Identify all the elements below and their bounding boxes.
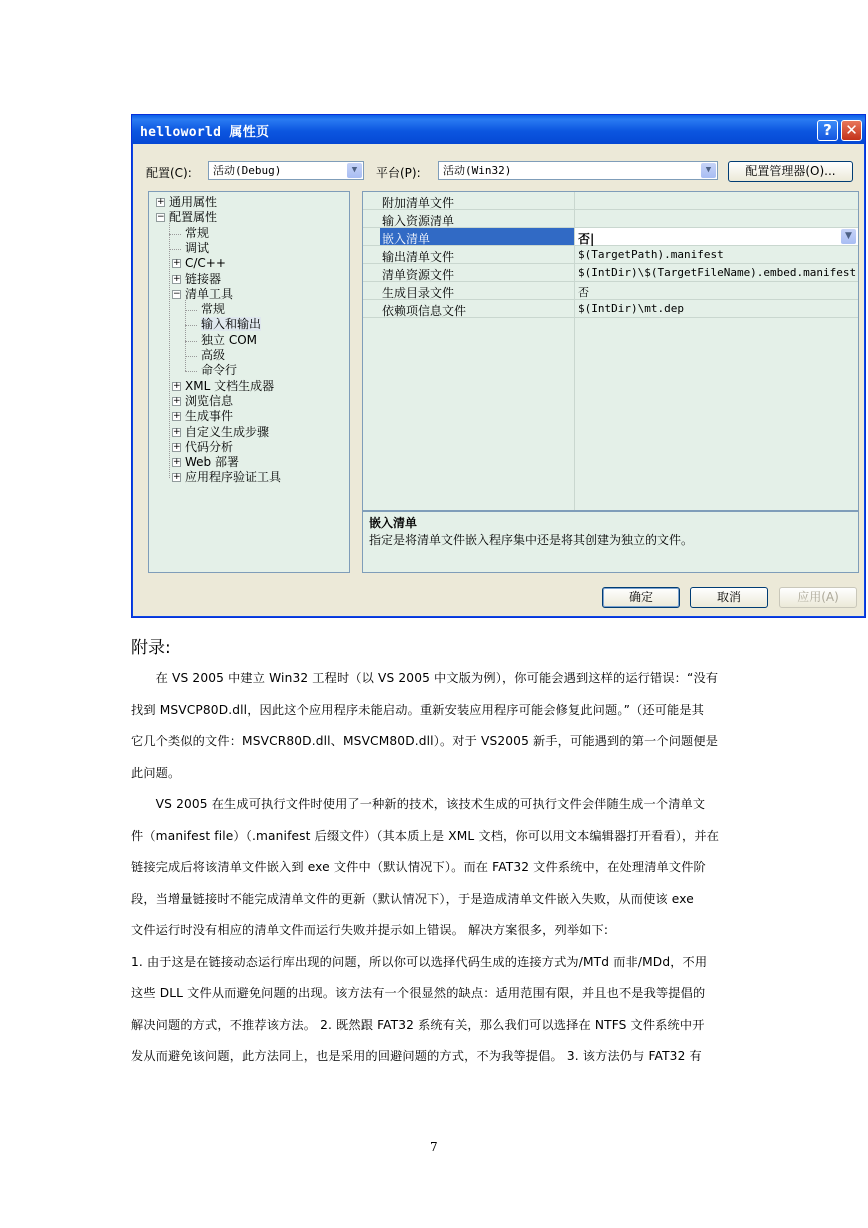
tree-item[interactable] [185, 226, 209, 241]
ok-button[interactable]: 确定 [602, 587, 680, 608]
chevron-down-icon[interactable]: ▼ [347, 163, 362, 178]
description-pane [362, 511, 859, 573]
expand-icon[interactable]: + [173, 258, 181, 269]
title-bar[interactable] [132, 115, 865, 144]
description-text: 指定是将清单文件嵌入程序集中还是将其创建为独立的文件。 [369, 533, 694, 547]
tree-connector [185, 300, 186, 372]
category-tree[interactable] [148, 191, 350, 573]
tree-item-label: XML 文档生成器 [185, 378, 275, 393]
property-name: 附加清单文件 [382, 196, 455, 210]
tree-item-label: 常规 [201, 302, 226, 317]
property-grid[interactable] [362, 191, 859, 511]
tree-item-label: 自定义生成步骤 [185, 424, 270, 439]
tree-item[interactable] [185, 272, 221, 287]
tree-item-label: 链接器 [185, 271, 222, 286]
config-label: 配置(C): [146, 166, 192, 180]
page-number: 7 [430, 1140, 438, 1154]
tree-item-label: 清单工具 [185, 286, 234, 301]
platform-label: 平台(P): [376, 166, 421, 180]
property-name: 清单资源文件 [382, 268, 455, 282]
tree-item[interactable] [169, 195, 217, 210]
tree-item[interactable] [201, 302, 225, 317]
property-name: 生成目录文件 [382, 286, 455, 300]
text-line: 在 VS 2005 中建立 Win32 工程时（以 VS 2005 中文版为例），你可能会遇到这样的运行错误：“没有 [131, 671, 719, 685]
help-button[interactable]: ? [817, 120, 838, 141]
config-select[interactable] [208, 161, 364, 180]
property-value: $(IntDir)\mt.dep [578, 302, 684, 315]
platform-select[interactable] [438, 161, 718, 180]
property-value: $(IntDir)\$(TargetFileName).embed.manifest [578, 266, 857, 279]
tree-item[interactable] [185, 241, 209, 256]
tree-connector [185, 310, 197, 311]
tree-item-label: 高级 [201, 348, 226, 362]
expand-icon[interactable]: + [173, 380, 181, 391]
tree-item-label: 应用程序验证工具 [185, 470, 282, 485]
expand-icon[interactable]: + [173, 395, 181, 406]
dialog-title: helloworld 属性页 [140, 125, 270, 140]
tree-item[interactable] [185, 287, 233, 302]
tree-item-label: 调试 [185, 240, 210, 255]
config-select-value: 活动(Debug) [213, 164, 282, 177]
chevron-down-icon[interactable]: ▼ [841, 229, 856, 244]
expand-icon[interactable]: + [173, 411, 181, 422]
tree-item[interactable] [185, 455, 239, 470]
text-line: 这些 DLL 文件从而避免问题的出现。该方法有一个很显然的缺点：适用范围有限，并且也不是我等提倡的 [131, 986, 706, 1000]
property-row[interactable] [363, 264, 858, 282]
tree-item[interactable] [201, 348, 225, 363]
paragraph-2 [131, 789, 741, 1073]
tree-item[interactable] [185, 394, 233, 409]
property-value: 否 [578, 286, 589, 299]
tree-connector [169, 234, 181, 235]
text-line: 链接完成后将该清单文件嵌入到 exe 文件中（默认情况下）。而在 FAT32 文件系统中，在处理清单文件阶 [131, 860, 706, 874]
tree-item[interactable] [201, 317, 261, 332]
expand-icon[interactable]: + [173, 457, 181, 468]
tree-item-label: 常规 [185, 225, 210, 240]
property-row[interactable] [363, 228, 858, 246]
tree-item[interactable] [185, 409, 233, 424]
expand-icon[interactable]: + [173, 472, 181, 483]
property-pages-dialog [131, 114, 866, 618]
tree-item-label: 代码分析 [185, 439, 234, 454]
text-line: 找到 MSVCP80D.dll，因此这个应用程序未能启动。重新安装应用程序可能会修复此问题。”（还可能是其 [131, 702, 705, 717]
tree-item-label: 输入和输出 [201, 317, 262, 332]
tree-item[interactable] [185, 470, 281, 485]
text-line: 段，当增量链接时不能完成清单文件的更新（默认情况下），于是造成清单文件嵌入失败，从而使该 exe [131, 891, 694, 906]
property-value: $(TargetPath).manifest [578, 248, 724, 261]
tree-connector [185, 341, 197, 342]
description-title: 嵌入清单 [369, 516, 418, 530]
collapse-icon[interactable]: − [157, 212, 165, 223]
text-line: 发从而避免该问题，此方法同上，也是采用的回避问题的方式，不为我等提倡。 3. 该方法仍与 FAT32 有 [131, 1049, 702, 1063]
close-button[interactable]: ✕ [841, 120, 862, 141]
chevron-down-icon[interactable]: ▼ [701, 163, 716, 178]
property-row[interactable] [363, 210, 858, 228]
tree-item[interactable] [169, 210, 217, 225]
tree-connector [185, 356, 197, 357]
text-line: 它几个类似的文件：MSVCR80D.dll、MSVCM80D.dll）。对于 VS2005 新手，可能遇到的第一个问题便是 [131, 734, 719, 748]
tree-connector [169, 249, 181, 250]
tree-item-label: 生成事件 [185, 409, 234, 424]
property-row[interactable] [363, 192, 858, 210]
tree-connector [185, 371, 197, 372]
expand-icon[interactable]: + [173, 273, 181, 284]
tree-item[interactable] [185, 379, 274, 394]
tree-item-label: 配置属性 [169, 210, 218, 225]
expand-icon[interactable]: + [157, 197, 165, 207]
cancel-button[interactable]: 取消 [690, 587, 768, 608]
property-name: 嵌入清单 [382, 232, 431, 246]
tree-item-label: 浏览信息 [185, 393, 234, 408]
property-name: 输出清单文件 [382, 250, 455, 264]
collapse-icon[interactable]: − [173, 288, 181, 299]
tree-item[interactable] [185, 256, 226, 271]
tree-connector [169, 223, 170, 478]
property-row[interactable] [363, 300, 858, 318]
expand-icon[interactable]: + [173, 426, 181, 437]
tree-item-label: C/C++ [185, 256, 226, 271]
text-line: 件（manifest file）（.manifest 后缀文件）（其本质上是 XML 文档，你可以用文本编辑器打开看看），并在 [131, 828, 720, 843]
value-editor[interactable] [575, 228, 858, 245]
text-line: 解决问题的方式，不推荐该方法。 2. 既然跟 FAT32 系统有关，那么我们可以选择在 NTFS 文件系统中开 [131, 1017, 705, 1032]
tree-connector [185, 325, 197, 326]
tree-item[interactable] [185, 425, 269, 440]
text-line: 文件运行时没有相应的清单文件而运行失败并提示如上错误。 解决方案很多，列举如下: [131, 923, 609, 937]
text-line: 此问题。 [131, 765, 181, 780]
property-value[interactable]: 否| [578, 232, 595, 246]
tree-item-label: 通用属性 [169, 195, 218, 209]
tree-item-label: Web 部署 [185, 455, 239, 470]
tree-item[interactable] [185, 440, 233, 455]
property-name: 依赖项信息文件 [382, 304, 467, 318]
property-row[interactable] [363, 246, 858, 264]
tree-item[interactable] [201, 333, 257, 348]
text-line: VS 2005 在生成可执行文件时使用了一种新的技术，该技术生成的可执行文件会伴随生成一个清单文 [131, 797, 706, 811]
config-manager-button[interactable]: 配置管理器(O)... [728, 161, 853, 182]
tree-item-label: 独立 COM [201, 332, 257, 347]
apply-button[interactable]: 应用(A) [779, 587, 857, 608]
tree-item[interactable] [201, 363, 237, 378]
platform-select-value: 活动(Win32) [443, 164, 512, 177]
expand-icon[interactable]: + [173, 441, 181, 452]
text-line: 1. 由于这是在链接动态运行库出现的问题，所以你可以选择代码生成的连接方式为/MTd 而非/MDd，不用 [131, 954, 708, 969]
property-row[interactable] [363, 282, 858, 300]
paragraph-1 [131, 663, 741, 789]
tree-item-label: 命令行 [201, 363, 238, 378]
appendix-heading: 附录: [131, 638, 171, 658]
property-name: 输入资源清单 [382, 214, 455, 228]
